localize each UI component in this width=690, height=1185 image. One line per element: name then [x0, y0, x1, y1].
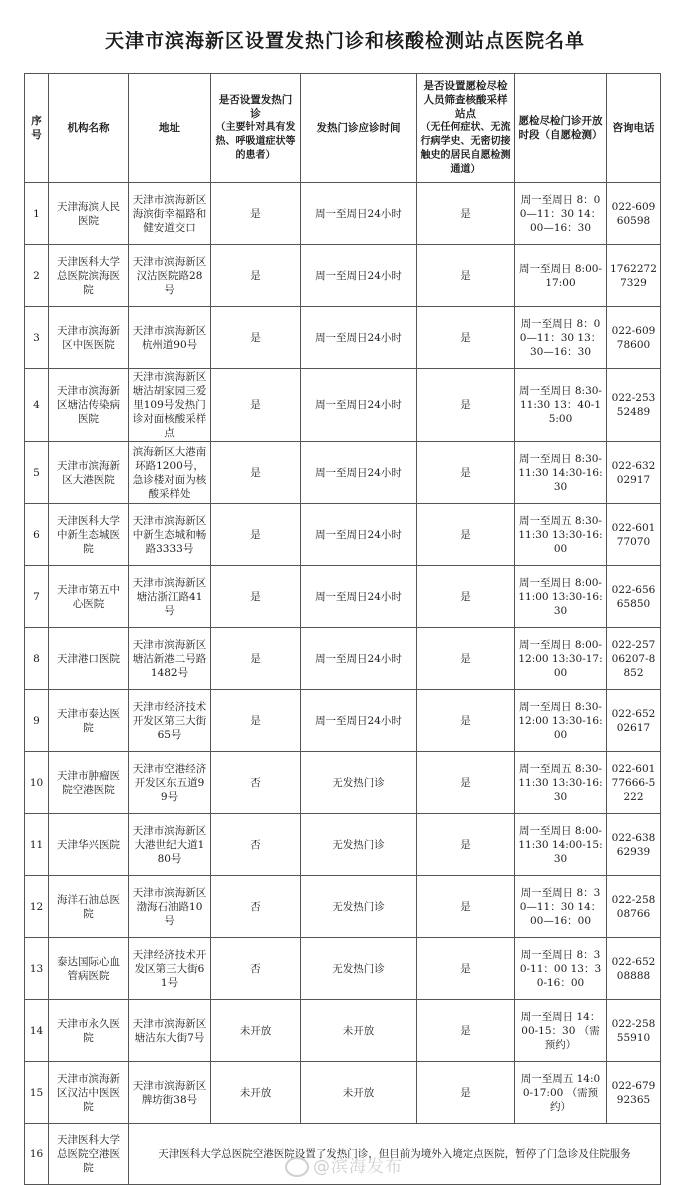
row-fever-hours: 周一至周日24小时 — [301, 504, 417, 566]
row-phone: 022-25352489 — [607, 369, 661, 442]
header-sampling-sub: （无任何症状、无流行病学史、无密切接触史的居民自愿检测通道） — [420, 122, 511, 175]
header-fever-hours: 发热门诊应诊时间 — [301, 74, 417, 183]
row-name: 天津市滨海新区塘沽传染病医院 — [49, 369, 129, 442]
row-sampling: 是 — [417, 504, 515, 566]
table-row — [25, 628, 661, 690]
header-fever — [211, 74, 301, 183]
row-name: 天津市肿瘤医院空港医院 — [49, 752, 129, 814]
header-phone: 咨询电话 — [607, 74, 661, 183]
row-sampling-hours: 周一至周日 8:00-12:00 13:30-17:00 — [515, 628, 607, 690]
weibo-icon — [285, 1157, 309, 1177]
row-seq: 4 — [25, 369, 49, 442]
row-address: 天津市滨海新区中新生态城和畅路3333号 — [129, 504, 211, 566]
row-sampling: 是 — [417, 628, 515, 690]
row-address: 天津市滨海新区杭州道90号 — [129, 307, 211, 369]
row-phone: 022-67992365 — [607, 1062, 661, 1124]
table-body — [25, 183, 661, 1185]
row-seq: 15 — [25, 1062, 49, 1124]
row-sampling-hours: 周一至周日 8:30-12:00 13:30-16:00 — [515, 690, 607, 752]
row-name: 天津医科大学中新生态城医院 — [49, 504, 129, 566]
row-fever-hours: 未开放 — [301, 1062, 417, 1124]
row-sampling: 是 — [417, 1062, 515, 1124]
row-seq: 16 — [25, 1124, 49, 1185]
row-name: 天津市泰达医院 — [49, 690, 129, 752]
row-fever-hours: 无发热门诊 — [301, 752, 417, 814]
row-fever-hours: 未开放 — [301, 1000, 417, 1062]
row-seq: 8 — [25, 628, 49, 690]
row-fever-hours: 无发热门诊 — [301, 938, 417, 1000]
row-sampling-hours: 周一至周五 8:30-11:30 13:30-16:00 — [515, 504, 607, 566]
row-name: 天津港口医院 — [49, 628, 129, 690]
row-phone: 022-63862939 — [607, 814, 661, 876]
table-row — [25, 442, 661, 504]
page-title: 天津市滨海新区设置发热门诊和核酸检测站点医院名单 — [104, 30, 585, 52]
row-sampling: 是 — [417, 938, 515, 1000]
header-fever-sub: （主要针对具有发热、呼吸道症状等的患者） — [215, 122, 296, 161]
row-fever-hours: 周一至周日24小时 — [301, 628, 417, 690]
header-name: 机构名称 — [49, 74, 129, 183]
row-seq: 11 — [25, 814, 49, 876]
row-fever: 未开放 — [211, 1000, 301, 1062]
row-seq: 6 — [25, 504, 49, 566]
row-sampling: 是 — [417, 876, 515, 938]
row-sampling: 是 — [417, 752, 515, 814]
row-address: 天津市滨海新区大港世纪大道180号 — [129, 814, 211, 876]
row-seq: 3 — [25, 307, 49, 369]
row-phone: 022-65665850 — [607, 566, 661, 628]
row-fever: 否 — [211, 938, 301, 1000]
row-name: 天津海滨人民医院 — [49, 183, 129, 245]
row-fever: 是 — [211, 369, 301, 442]
table-row — [25, 245, 661, 307]
row-address: 天津市滨海新区海滨街幸福路和健安道交口 — [129, 183, 211, 245]
row-seq: 9 — [25, 690, 49, 752]
row-phone: 17622727329 — [607, 245, 661, 307]
row-fever: 是 — [211, 245, 301, 307]
row-sampling-hours: 周一至周日 8:00-17:00 — [515, 245, 607, 307]
row-sampling-hours: 周一至周日 8:00-11:00 13:30-16:30 — [515, 566, 607, 628]
row-sampling: 是 — [417, 183, 515, 245]
row-seq: 12 — [25, 876, 49, 938]
row-address: 天津市滨海新区渤海石油路10号 — [129, 876, 211, 938]
row-phone: 022-60177666-5222 — [607, 752, 661, 814]
row-fever-hours: 周一至周日24小时 — [301, 245, 417, 307]
row-name: 天津市永久医院 — [49, 1000, 129, 1062]
row-address: 天津市滨海新区牌坊街38号 — [129, 1062, 211, 1124]
row-address: 天津市滨海新区塘沽浙江路41号 — [129, 566, 211, 628]
row-fever: 是 — [211, 566, 301, 628]
header-sampling-title: 是否设置愿检尽检人员筛查核酸采样站点 — [423, 80, 508, 120]
row-sampling-hours: 周一至周日 8:30-11:30 13：40-15:00 — [515, 369, 607, 442]
table-header-row — [25, 74, 661, 183]
table-row — [25, 504, 661, 566]
row-phone: 022-25855910 — [607, 1000, 661, 1062]
row-phone: 022-60960598 — [607, 183, 661, 245]
row-address: 天津市滨海新区塘沽新港二号路1482号 — [129, 628, 211, 690]
row-phone: 022-63202917 — [607, 442, 661, 504]
header-sampling — [417, 74, 515, 183]
row-fever-hours: 周一至周日24小时 — [301, 690, 417, 752]
table-row — [25, 1062, 661, 1124]
row-address: 天津市滨海新区塘沽胡家园三爱里109号发热门诊对面核酸采样点 — [129, 369, 211, 442]
row-sampling: 是 — [417, 566, 515, 628]
table-row — [25, 183, 661, 245]
table-row — [25, 307, 661, 369]
watermark — [285, 1152, 403, 1177]
row-fever-hours: 无发热门诊 — [301, 876, 417, 938]
row-name: 天津市滨海新区中医医院 — [49, 307, 129, 369]
row-name: 泰达国际心血管病医院 — [49, 938, 129, 1000]
row-name: 天津市滨海新区大港医院 — [49, 442, 129, 504]
row-sampling-hours: 周一至周日 8：00—11：30 13：30—16：30 — [515, 307, 607, 369]
header-fever-title: 是否设置发热门诊 — [218, 94, 293, 120]
row-fever: 是 — [211, 307, 301, 369]
row-fever: 否 — [211, 752, 301, 814]
table-row — [25, 369, 661, 442]
row-sampling: 是 — [417, 442, 515, 504]
row-address: 滨海新区大港南环路1200号，急诊楼对面为核酸采样处 — [129, 442, 211, 504]
row-phone: 022-25808766 — [607, 876, 661, 938]
row-fever: 是 — [211, 628, 301, 690]
row-fever-hours: 周一至周日24小时 — [301, 369, 417, 442]
row-seq: 2 — [25, 245, 49, 307]
row-fever: 是 — [211, 690, 301, 752]
header-sampling-hours: 愿检尽检门诊开放时段（自愿检测） — [515, 74, 607, 183]
row-name: 天津市滨海新区汉沽中医医院 — [49, 1062, 129, 1124]
row-sampling-hours: 周一至周日 8：30—11：30 14：00—16：00 — [515, 876, 607, 938]
row-fever-hours: 无发热门诊 — [301, 814, 417, 876]
table-row — [25, 876, 661, 938]
row-sampling-hours: 周一至周日 8：00—11：30 14：00—16：30 — [515, 183, 607, 245]
row-name: 天津市第五中心医院 — [49, 566, 129, 628]
row-phone: 022-65202617 — [607, 690, 661, 752]
row-seq: 1 — [25, 183, 49, 245]
row-sampling-hours: 周一至周日 8:30-11:30 14:30-16:30 — [515, 442, 607, 504]
row-phone: 022-60978600 — [607, 307, 661, 369]
row-seq: 10 — [25, 752, 49, 814]
row-fever: 是 — [211, 442, 301, 504]
row-sampling-hours: 周一至周五 14:00-17:00 （需预约） — [515, 1062, 607, 1124]
row-sampling: 是 — [417, 690, 515, 752]
row-fever-hours: 周一至周日24小时 — [301, 183, 417, 245]
table-row — [25, 938, 661, 1000]
row-address: 天津市经济技术开发区第三大街65号 — [129, 690, 211, 752]
row-fever: 未开放 — [211, 1062, 301, 1124]
table-row — [25, 690, 661, 752]
watermark-text: @滨海发布 — [313, 1157, 403, 1177]
row-sampling: 是 — [417, 245, 515, 307]
row-seq: 14 — [25, 1000, 49, 1062]
row-phone: 022-65208888 — [607, 938, 661, 1000]
row-phone: 022-25706207-8852 — [607, 628, 661, 690]
row-sampling: 是 — [417, 369, 515, 442]
row-fever: 否 — [211, 814, 301, 876]
row-address: 天津市空港经济开发区东五道99号 — [129, 752, 211, 814]
row-name: 天津医科大学总医院滨海医院 — [49, 245, 129, 307]
row-sampling: 是 — [417, 307, 515, 369]
row-address: 天津经济技术开发区第三大街61号 — [129, 938, 211, 1000]
row-note: 天津医科大学总医院空港医院设置了发热门诊，但目前为境外入境定点医院，暂停了门急诊及住院服务 — [129, 1124, 661, 1185]
row-fever: 否 — [211, 876, 301, 938]
row-name: 天津医科大学总医院空港医院 — [49, 1124, 129, 1185]
row-name: 天津华兴医院 — [49, 814, 129, 876]
row-seq: 7 — [25, 566, 49, 628]
row-sampling: 是 — [417, 1000, 515, 1062]
row-fever-hours: 周一至周日24小时 — [301, 307, 417, 369]
row-seq: 5 — [25, 442, 49, 504]
header-address: 地址 — [129, 74, 211, 183]
row-sampling-hours: 周一至周五 8:30-11:30 13:30-16:30 — [515, 752, 607, 814]
row-address: 天津市滨海新区塘沽东大街7号 — [129, 1000, 211, 1062]
table-row — [25, 814, 661, 876]
table-row — [25, 752, 661, 814]
row-name: 海洋石油总医院 — [49, 876, 129, 938]
row-sampling-hours: 周一至周日 8:00-11:30 14:00-15:30 — [515, 814, 607, 876]
row-sampling-hours: 周一至周日 8：30-11：00 13：30-16：00 — [515, 938, 607, 1000]
table-row — [25, 566, 661, 628]
row-sampling: 是 — [417, 814, 515, 876]
row-fever-hours: 周一至周日24小时 — [301, 566, 417, 628]
row-sampling-hours: 周一至周日 14：00-15：30 （需预约） — [515, 1000, 607, 1062]
row-address: 天津市滨海新区汉沽医院路28号 — [129, 245, 211, 307]
row-seq: 13 — [25, 938, 49, 1000]
row-fever: 是 — [211, 183, 301, 245]
table-row — [25, 1000, 661, 1062]
header-seq: 序号 — [25, 74, 49, 183]
row-fever-hours: 周一至周日24小时 — [301, 442, 417, 504]
row-fever: 是 — [211, 504, 301, 566]
hospital-table — [24, 73, 661, 1185]
row-phone: 022-60177070 — [607, 504, 661, 566]
